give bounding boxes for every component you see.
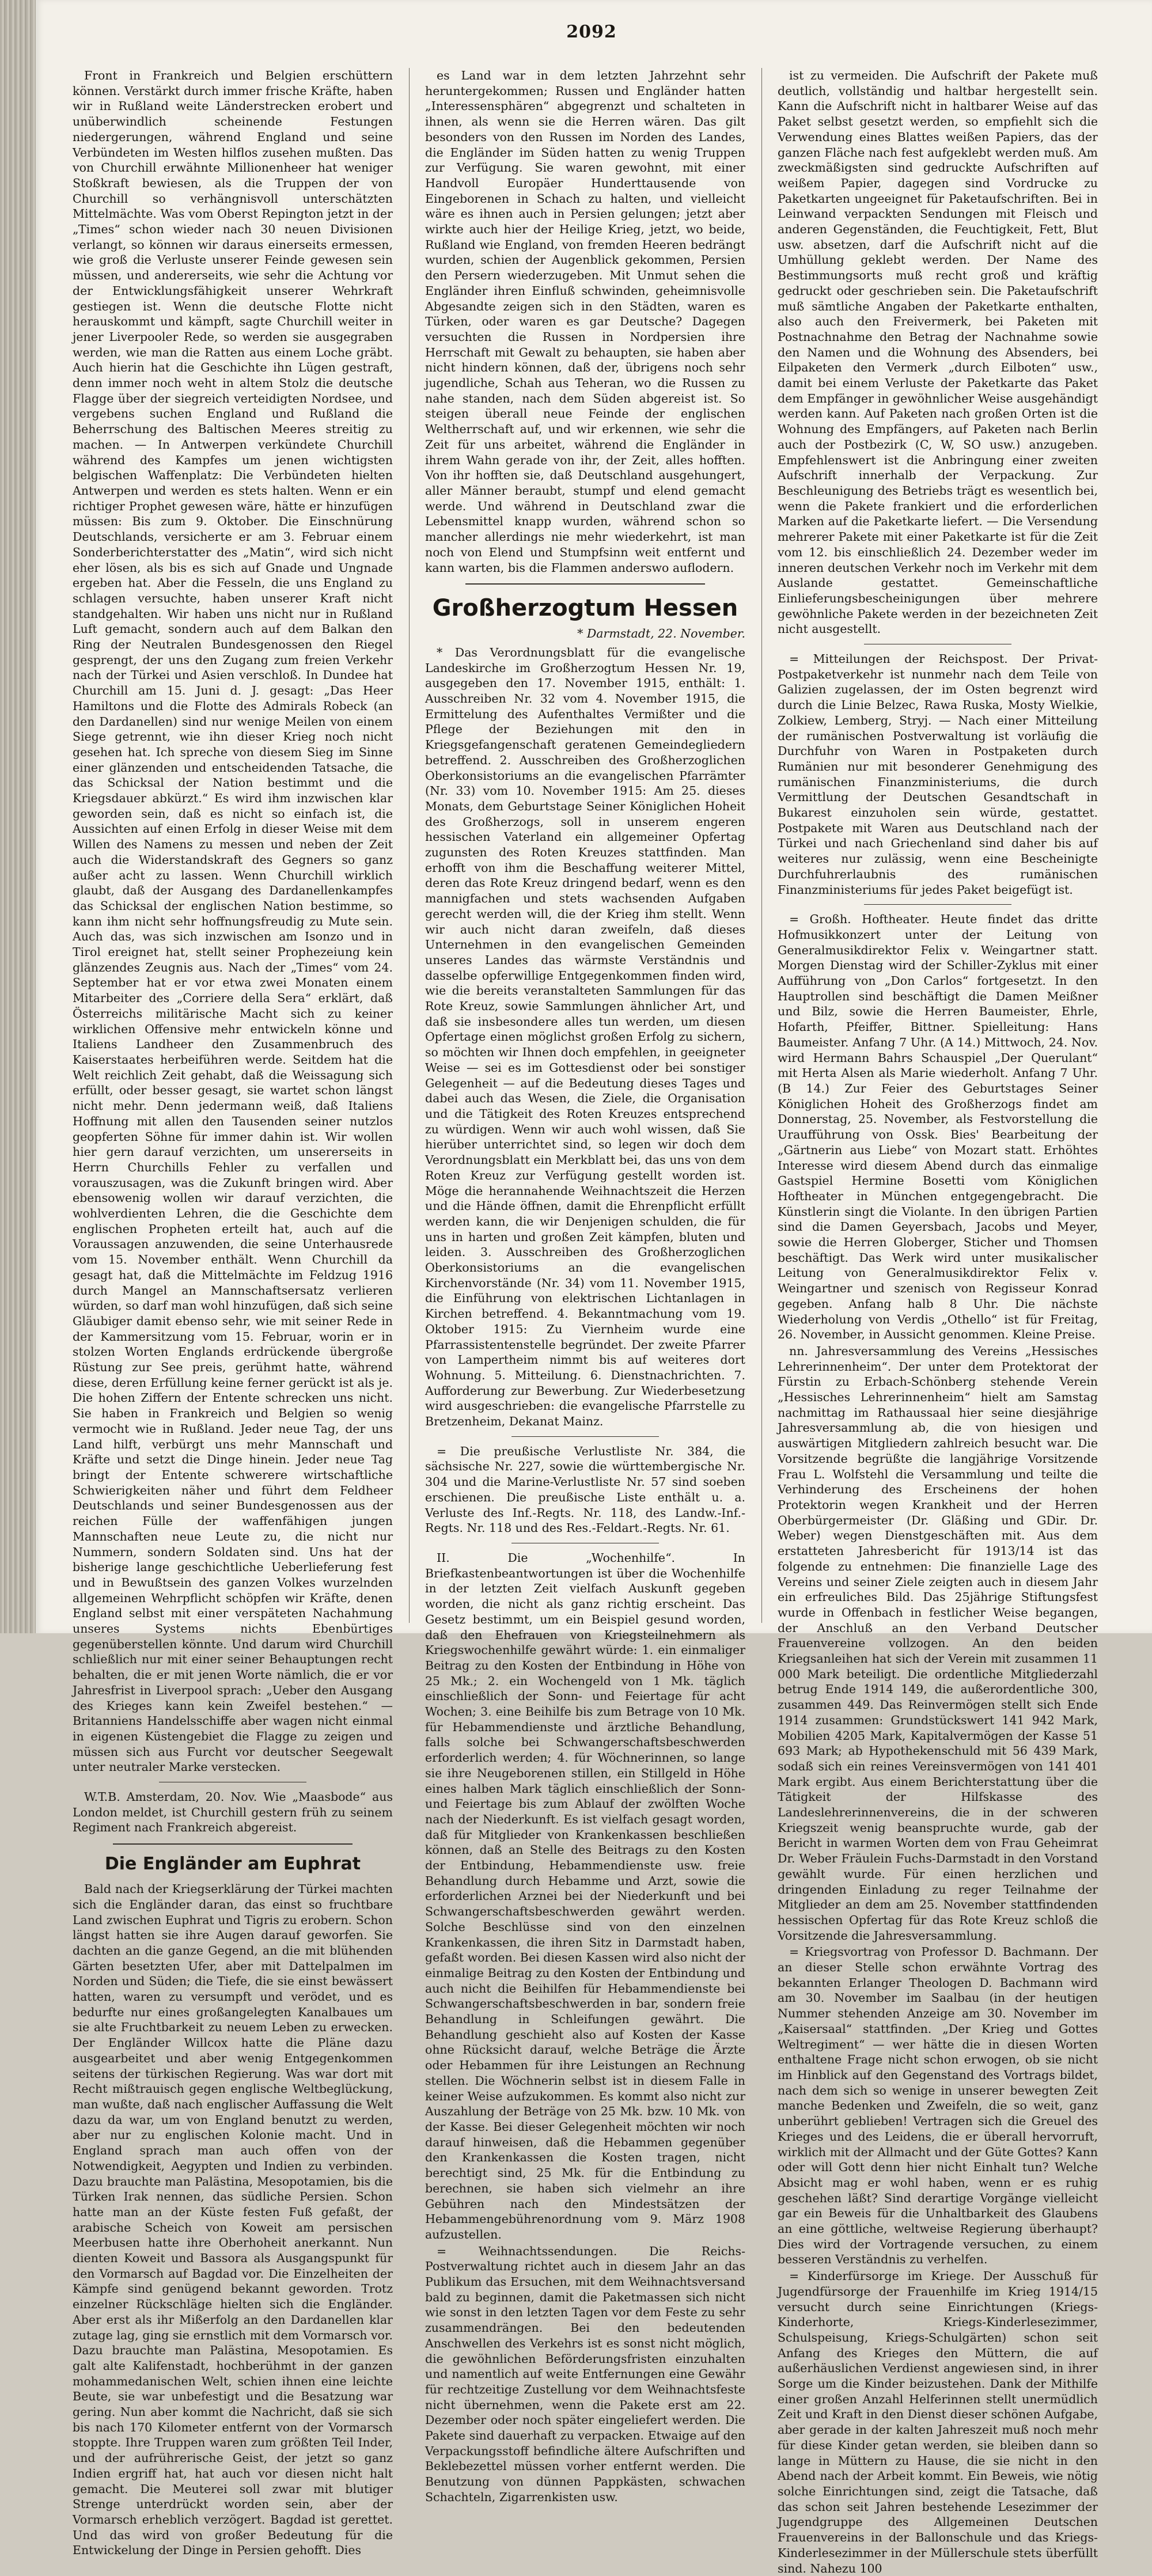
column-rule <box>761 68 762 1623</box>
notice-reichspost: = Mitteilungen der Reichspost. Der Privat-Postpaketverkehr ist nunmehr nach dem Teile von Galizien zugelassen, der im Osten begrenzt wird durch die Linie Belzec, Rawa Ruska, Mosty Wielkie, Zolkiew, Lemberg, Stryj. — Nach einer Mitteilung der rumänischen Postverwaltung ist vorläufig die Durchfuhr von Waren in Postpaketen durch Rumänien nur mit besonderer Genehmigung des rumänischen Finanzministeriums, die durch Vermittlung der Deutschen Gesandtschaft in Bukarest einzuholen sein würde, gestattet. Postpakete mit Waren aus Deutschland nach der Türkei und nach Griechenland sind daher bis auf weiteres nur zulässig, wenn eine Bescheinigte Durchfuhrerlaubnis des rumänischen Finanzministeriums für jedes Paket beigefügt ist. <box>778 652 1098 897</box>
notice-wochenhilfe: II. Die „Wochenhilfe“. In Briefkastenbeantwortungen ist über die Wochenhilfe in der letzten Zeit vielfach Auskunft gegeben worden, die nicht als ganz richtig erscheint. Das Gesetz bestimmt, um ein Beispiel gesund worden, daß den Ehefrauen von Kriegsteilnehmern als Kriegswochenhilfe gewährt würde: 1. ein einmaliger Beitrag zu den Kosten der Entbindung in Höhe von 25 Mk.; 2. ein Wochengeld von 1 Mk. täglich einschließlich der Sonn- und Feiertage für acht Wochen; 3. eine Beihilfe bis zum Betrage von 10 Mk. für Hebammendienste und ärztliche Behandlung, falls solche bei Schwangerschaftsbeschwerden erforderlich werden; 4. für Wöchnerinnen, so lange sie ihre Neugeborenen stillen, ein Stillgeld in Höhe eines halben Mark täglich einschließlich der Sonn- und Feiertage bis zum Ablauf der zwölften Woche nach der Niederkunft. Es ist vielfach gesagt worden, daß für Mitglieder von Krankenkassen beschließen können, daß an Stelle des Beitrags zu den Kosten der Entbindung, Hebammendienste usw. freie Behandlung durch Hebamme und Arzt, sowie die erforderlichen Arznei bei der Niederkunft und bei Schwangerschaftsbeschwerden gewährt werden. Solche Beschlüsse sind von den einzelnen Krankenkassen, die ihren Sitz in Darmstadt haben, gefaßt worden. Bei diesen Kassen wird also nicht der einmalige Beitrag zu den Kosten der Entbindung und auch nicht die Beihilfen für Hebammendienste bei Schwangerschaftsbeschwerden in bar, sondern freie Behandlung in Schleifungen gewährt. Die Behandlung geschieht also auf Kosten der Kasse ohne Rücksicht darauf, welche Beträge die Ärzte oder Hebammen für ihre Leistungen an Rechnung stellen. Die Wöchnerin selbst ist in diesem Falle in keiner Weise aufzukommen. Es kommt also nicht zur Auszahlung der Beträge von 25 Mk. bzw. 10 Mk. von der Kasse. Bei dieser Gelegenheit möchten wir noch darauf hinweisen, daß die Hebammen gegenüber den Krankenkassen die Kosten tragen, nicht berechtigt sind, 25 Mk. für die Entbindung zu berechnen, sie haben sich vielmehr an ihre Gebühren nach den Mindestsätzen der Hebammengebührenordnung vom 9. März 1908 aufzustellen. <box>425 1550 745 2241</box>
notice-weihnachtssendungen: = Weihnachtssendungen. Die Reichs-Postverwaltung richtet auch in diesem Jahr an das Publikum das Ersuchen, mit dem Weihnachtsversand bald zu beginnen, damit die Paketmassen sich nicht wie sonst in den letzten Tagen vor dem Feste zu sehr zusammendrängen. Bei den bedeutenden Anschwellen des Verkehrs ist es sonst nicht möglich, die gewöhnlichen Beförderungsfristen einzuhalten und namentlich auf weite Entfernungen eine Gewähr für rechtzeitige Zustellung vor dem Weihnachtsfeste nicht übernehmen, wenn die Pakete erst am 22. Dezember oder noch später eingeliefert werden. Die Pakete sind dauerhaft zu verpacken. Etwaige auf den Verpackungsstoff befindliche ältere Aufschriften und Beklebezettel müssen vorher entfernt werden. Die Benutzung von dünnen Pappkästen, schwachen Schachteln, Zigarrenkisten usw. <box>425 2244 745 2504</box>
notice-weihnachtssendungen-continued: ist zu vermeiden. Die Aufschrift der Pakete muß deutlich, vollständig und haltbar hergestellt sein. Kann die Aufschrift nicht in haltbarer Weise auf das Paket selbst gesetzt werden, so empfiehlt sich die Verwendung eines Blattes weißen Papiers, das der ganzen Fläche nach fest aufgeklebt werden muß. Am zweckmäßigsten sind gedruckte Aufschriften auf weißem Papier, dagegen sind Vordrucke zu Paketkarten ungeeignet für Paketaufschriften. Bei in Leinwand verpackten Sendungen mit Fleisch und anderen Gegenständen, die Feuchtigkeit, Fett, Blut usw. absetzen, darf die Aufschrift nicht auf die Umhüllung geklebt werden. Der Name des Bestimmungsorts muß recht groß und kräftig gedruckt oder geschrieben sein. Die Paketaufschrift muß sämtliche Angaben der Paketkarte enthalten, also auch den Freivermerk, bei Paketen mit Postnachnahme den Betrag der Nachnahme sowie den Namen und die Wohnung des Absenders, bei Eilpaketen den Vermerk „durch Eilboten“ usw., damit bei einem Verluste der Paketkarte das Paket dem Empfänger in gewöhnlicher Weise ausgehändigt werden kann. Auf Paketen nach großen Orten ist die Wohnung des Empfängers, auf Paketen nach Berlin auch der Postbezirk (C, W, SO usw.) anzugeben. Empfehlenswert ist die Anbringung einer zweiten Aufschrift innerhalb der Verpackung. Zur Beschleunigung des Betriebs trägt es wesentlich bei, wenn die Pakete frankiert und die erforderlichen Marken auf die Paketkarte liefert. — Die Versendung mehrerer Pakete mit einer Paketkarte ist für die Zeit vom 12. bis einschließlich 24. Dezember weder im inneren deutschen Verkehr noch im Verkehr mit dem Auslande gestattet. Gemeinschaftliche Einlieferungsbescheinigungen über mehrere gewöhnliche Pakete werden in der bezeichneten Zeit nicht ausgestellt. <box>778 69 1098 636</box>
notice-verlustliste: = Die preußische Verlustliste Nr. 384, die sächsische Nr. 227, sowie die württembergische Nr. 304 und die Marine-Verlustliste Nr. 57 sind soeben erschienen. Die preußische Liste enthält u. a. Verluste des Inf.-Regts. Nr. 118, des Landw.-Inf.-Regts. Nr. 118 und des Res.-Feldart.-Regts. Nr. 61. <box>425 1444 745 1535</box>
separator <box>113 1843 353 1845</box>
newspaper-page <box>36 0 1152 2575</box>
page-binding <box>0 0 36 1633</box>
section-heading-hessen: Großherzogtum Hessen <box>432 595 738 622</box>
column-right <box>778 68 1098 2575</box>
headline-euphrat: Die Engländer am Euphrat <box>104 1854 361 1875</box>
column-left <box>73 68 393 2558</box>
notice-verordnungsblatt: * Das Verordnungsblatt für die evangelische Landeskirche im Großherzogtum Hessen Nr. 19, ausgegeben den 17. November 1915, enthält: 1. Ausschreiben Nr. 32 vom 4. November 1915, die Ermittelung des Aufenthaltes Vermißter und die Pflege der Beziehungen mit den in Kriegsgefangenschaft geratenen Gemeindegliedern betreffend. 2. Ausschreiben des Großherzoglichen Oberkonsistoriums an die evangelischen Pfarrämter (Nr. 33) vom 10. November 1915: Am 25. dieses Monats, dem Geburtstage Seiner Königlichen Hoheit des Großherzogs, soll in unserem engeren hessischen Vaterland ein allgemeiner Opfertag zugunsten des Roten Kreuzes stattfinden. Man erhofft von ihm die Beschaffung weiterer Mittel, deren das Rote Kreuz dringend bedarf, wenn es den mannigfachen und stets wachsenden Aufgaben gerecht werden will, die der Krieg ihm stellt. Wenn wir auch nicht daran zweifeln, daß dieses Unternehmen in den evangelischen Gemeinden unseres Landes das wärmste Verständnis und dasselbe opferwillige Entgegenkommen finden wird, wie die bereits veranstalteten Sammlungen für das Rote Kreuz, sowie Sammlungen ähnlicher Art, und daß sie insbesondere alles tun werden, um diesen Opfertage einen möglichst großen Erfolg zu sichern, so möchten wir Ihnen doch empfehlen, in geeigneter Weise — sei es im Gottesdienst oder bei sonstiger Gelegenheit — auf die Bedeutung dieses Tages und dabei auch das Wesen, die Ziele, die Organisation und die Tätigkeit des Roten Kreuzes entsprechend zu würdigen. Wenn wir auch wohl wissen, daß Sie hierüber unterrichtet sind, so legen wir doch dem Verordnungsblatt ein Merkblatt bei, das uns von dem Roten Kreuz zur Verfügung gestellt worden ist. Möge die herannahende Weihnachtszeit die Herzen und die Hände öffnen, damit die Ehrenpflicht erfüllt werden kann, die wir Denjenigen schulden, die für uns in harten und großen Zeit kämpfen, bluten und leiden. 3. Ausschreiben des Großherzoglichen Oberkonsistoriums an die evangelischen Kirchenvorstände (Nr. 34) vom 11. November 1915, die Einführung von elektrischen Lichtanlagen in Kirchen betreffend. 4. Bekanntmachung vom 19. Oktober 1915: Zu Viernheim wurde eine Pfarrassistentenstelle begründet. Der zweite Pfarrer von Lampertheim nimmt bis auf weiteres dort Wohnung. 5. Mitteilung. 6. Dienstnachrichten. 7. Aufforderung zur Bewerbung. Zur Wiederbesetzung wird ausgeschrieben: die evangelische Pfarrstelle zu Bretzenheim, Dekanat Mainz. <box>425 645 745 1429</box>
notice-kriegsvortrag: = Kriegsvortrag von Professor D. Bachmann. Der an dieser Stelle schon erwähnte Vortrag des bekannten Erlanger Theologen D. Bachmann wird am 30. November im Saalbau (in der heutigen Nummer stehenden Anzeige am 30. November im „Kaisersaal“ stattfinden. „Der Krieg und Gottes Weltregiment“ — wer hätte die in diesen Worten enthaltene Frage nicht schon erwogen, ob sie nicht im Hinblick auf den Gegenstand des Vortrags bildet, nach dem sich so wenige in unserer bewegten Zeit manche Bedenken und Zweifeln, die so weit, ganz unberührt geblieben! Vertragen sich die Greuel des Krieges und des Leidens, die er überall hervorruft, wirklich mit der Allmacht und der Güte Gottes? Kann oder will Gott denn hier nicht Einhalt tun? Welche Absicht mag er wohl haben, wenn er es ruhig geschehen läßt? Sind derartige Vorgänge vielleicht gar ein Beweis für die Unhaltbarkeit des Glaubens an eine göttliche, weltweise Regierung überhaupt? Dies wird der Vortragende versuchen, zu einem besseren Verständnis zu verhelfen. <box>778 1945 1098 2267</box>
notice-lehrerinnenheim: nn. Jahresversammlung des Vereins „Hessisches Lehrerinnenheim“. Der unter dem Protektorat der Fürstin zu Erbach-Schönberg stehende Verein „Hessisches Lehrerinnenheim“ hielt am Samstag nachmittag im Rathaussaal hier seine diesjährige Jahresversammlung ab, die von hiesigen und auswärtigen Mitgliedern zahlreich besucht war. Die Vorsitzende begrüßte die langjährige Vorsitzende Frau L. Wolfstehl die Versammlung und teilte die Verhinderung des Erscheinens der hohen Protektorin wegen Krankheit und der Herren Oberbürgermeister (Dr. Gläßing und GDir. Dr. Weber) wegen Dienstgeschäften mit. Aus dem erstatteten Jahresbericht für 1913/14 ist das folgende zu entnehmen: Die finanzielle Lage des Vereins und seiner Ziele zeigten auch in diesem Jahr ein erfreuliches Bild. Das 25jährige Stiftungsfest wurde in Offenbach in festlicher Weise begangen, der Anschluß an den Verband Deutscher Frauenvereine vollzogen. An den beiden Kriegsanleihen hat sich der Verein mit zusammen 11 000 Mark beteiligt. Die ordentliche Mitgliederzahl betrug Ende 1914 149, die außerordentliche 300, zusammen 449. Das Reinvermögen stellt sich Ende 1914 zusammen: Grundstückswert 141 942 Mark, Mobilien 4205 Mark, Kapitalvermögen der Kasse 51 693 Mark; ab Hypothekenschuld mit 56 439 Mark, sodaß sich ein reines Vereinsvermögen von 141 401 Mark ergibt. Aus einem Berichterstattung über die Tätigkeit der Hilfskasse des Landeslehrerinnenvereins, die in der schweren Kriegszeit wenig beanspruchte wurde, gab der Bericht in warmen Worten dem von Frau Geheimrat Dr. Weber Fräulein Fuchs-Darmstadt in den Vorstand gewählt wurde. Für einen herzlichen und dringenden Einladung zu reger Teilnahme der Mitglieder an dem am 25. November stattfindenden hessischen Opfertag für das Rote Kreuz schloß die Vorsitzende die Jahresversammlung. <box>778 1344 1098 1943</box>
dateline: * Darmstadt, 22. November. <box>577 627 745 641</box>
news-churchill-amsterdam: W.T.B. Amsterdam, 20. Nov. Wie „Maasbode“ aus London meldet, ist Churchill gestern früh zu seinem Regiment nach Frankreich abgereist. <box>73 1790 393 1835</box>
page-number: 2092 <box>566 22 617 42</box>
separator <box>465 583 705 585</box>
article-churchill-continued: Front in Frankreich und Belgien erschüttern können. Verstärkt durch immer frische Kräfte, haben wir in Rußland weite Länderstrecken erobert und unüberwindlich scheinende Festungen niedergerungen, während England und seine Verbündeten im Westen hilflos zusehen mußten. Das von Churchill erwähnte Millionenheer hat weniger Stoßkraft bewiesen, als die Truppen der von Churchill so verhängnisvoll unterschätzten Mittelmächte. Was vom Oberst Repington jetzt in der „Times“ schon wieder nach 30 neuen Divisionen verlangt, so können wir daraus einerseits ermessen, wie groß die Verluste unserer Feinde gewesen sein müssen, und andererseits, wie sehr die Achtung vor der Entwicklungsfähigkeit unserer Wehrkraft gestiegen ist. Wenn die deutsche Flotte nicht herauskommt und kämpft, sagte Churchill weiter in jener Liverpooler Rede, so werden sie ausgegraben werden, wie man die Ratten aus einem Loche gräbt. Auch hierin hat die Geschichte ihn Lügen gestraft, denn immer noch weht in altem Stolz die deutsche Flagge über der siegreich verteidigten Nordsee, und vergebens suchen England und Rußland die Beherrschung des Baltischen Meeres streitig zu machen. — In Antwerpen verkündete Churchill während des Kampfes um jenen wichtigsten belgischen Waffenplatz: Die Verbündeten hielten Antwerpen und werden es stets halten. Wenn er ein richtiger Prophet gewesen wäre, hätte er hinzufügen müssen: Bis zum 9. Oktober. Die Einschnürung Deutschlands, versicherte er am 3. Februar einem Sonderberichterstatter des „Matin“, wird sich nicht eher lösen, als bis es sich auf Gnade und Ungnade ergeben hat. Aber die Fesseln, die uns England zu schlagen versuchte, haben unserer Kraft nicht standgehalten. Wir haben uns nicht nur in Rußland Luft gemacht, sondern auch auf dem Balkan den Ring der Neutralen Bundesgenossen den Riegel gesprengt, der uns den Zugang zum freien Verkehr nach der Türkei und Asien verschloß. In Dundee hat Churchill am 15. Juni d. J. gesagt: „Das Heer Hamiltons und die Flotte des Admirals Robeck (an den Dardanellen) sind nur wenige Meilen von einem Siege getrennt, wie ihn dieser Krieg noch nicht gesehen hat. Ich spreche von diesem Sieg im Sinne einer glänzenden und entscheidenden Tatsache, die das Schicksal der Nation bestimmt und die Kriegsdauer abkürzt.“ Es wird ihm inzwischen klar geworden sein, daß es nicht so einfach ist, die Aussichten auf einen Erfolg in dieser Weise mit dem Willen des Namens zu messen und neben der Zeit auch die Widerstandskraft des Gegners so ganz außer acht zu lassen. Wenn Churchill wirklich glaubt, daß der Ausgang des Dardanellenkampfes das Schicksal der englischen Nation bestimme, so kann ihm nicht sehr hoffnungsfreudig zu Mute sein. Auch das, was sich inzwischen am Isonzo und in Tirol ereignet hat, stellt seiner Prophezeiung kein glänzendes Zeugnis aus. Nach der „Times“ vom 24. September hat er vor etwa zwei Monaten einem Mitarbeiter des „Corriere della Sera“ erklärt, daß Österreichs militärische Macht sich zu keiner wirklichen Offensive mehr entwickeln könne und Italiens Landheer den Zusammenbruch des Kaiserstaates herbeiführen werde. Seitdem hat die Welt reichlich Zeit gehabt, daß die Weissagung sich erfüllt, oder besser gesagt, sie wartet schon längst nicht mehr. Denn jedermann weiß, daß Italiens Hoffnung mit allen den Tausenden seiner nutzlos geopferten Söhne für immer dahin ist. Wir wollen hier gern darauf verzichten, um unsererseits in Herrn Churchills Fehler zu verfallen und vorauszusagen, was die Zukunft bringen wird. Aber ebensowenig wollen wir darauf verzichten, die wohlverdienten Lehren, die die Geschichte dem englischen Propheten erteilt hat, auch auf die Voraussagen anzuwenden, die seine Unterhausrede vom 15. November enthält. Wenn Churchill da gesagt hat, daß die Mittelmächte im Feldzug 1916 durch Mangel an Mannschaftsersatz verlieren würden, so darf man wohl hinzufügen, daß sich seine Gläubiger damit ebenso sehr, wie mit seiner Rede in der Kammersitzung vom 15. Februar, worin er in stolzen Worten Englands erdrückende übergroße Rüstung zur See preis, gerühmt hatte, während diese, deren Erfüllung keine ferner gerückt ist als je. Die hohen Ziffern der Entente schrecken uns nicht. Sie haben in Frankreich und Belgien so wenig vermocht wie in Rußland. Jeder neue Tag, der uns Land hilft, verbürgt uns mehr Mannschaft und Kräfte und setzt die Dinge hinein. Jeder neue Tag bringt der Entente schwerere wirtschaftliche Schwierigkeiten näher und führt dem Feldheer Deutschlands und seiner Bundesgenossen aus der reichen Fülle der waffenfähigen jungen Mannschaften neue Leute zu, die nicht nur Nummern, sondern Soldaten sind. Uns hat der bisherige lange geschichtliche Ueberlieferung fest und in Bewußtsein des ganzen Volkes wurzelnden allgemeinen Wehrpflicht schöpfen wir Kräfte, denen England selbst mit einer verspäteten Nachahmung unseres Systems nichts Ebenbürtiges gegenüberstellen könnte. Und darum wird Churchill schließlich nur mit einer seiner Behauptungen recht behalten, die er mit jenen Worte nämlich, die er vor Jahresfrist in Liverpool sprach: „Ueber den Ausgang des Krieges kann kein Zweifel bestehen.“ — Britanniens Handelsschiffe aber wagen nicht einmal in eigenen Küstengebiet die Flagge zu zeigen und müssen sich aus Furcht vor deutscher Seegewalt unter neutraler Marke verstecken. <box>73 69 393 1774</box>
column-rule <box>409 68 410 1623</box>
article-euphrat-continued: es Land war in dem letzten Jahrzehnt sehr heruntergekommen; Russen und Engländer hatten „Interessensphären“ abgegrenzt und schalteten in ihnen, als wenn sie die Herren wären. Das gilt besonders von den Russen im Norden des Landes, die Engländer im Süden hatten zu wenig Truppen zur Verfügung. Sie waren gewohnt, mit einer Handvoll Europäer Hunderttausende von Eingeborenen in Schach zu halten, und vielleicht wäre es ihnen auch in Persien gelungen; jetzt aber wirkte auch hier der Heilige Krieg, jetzt, wo beide, Rußland wie England, von fremden Heeren bedrängt wurden, schien der Augenblick gekommen, Persien den Persern wiederzugeben. Mit Unmut sehen die Engländer ihren Einfluß schwinden, geheimnisvolle Abgesandte zeigen sich in den Städten, waren es Türken, oder waren es gar Deutsche? Dagegen versuchten die Russen in Nordpersien ihre Herrschaft mit Gewalt zu behaupten, sie haben aber nicht hindern können, daß der, übrigens noch sehr jugendliche, Schah aus Teheran, wo die Russen zu nahe standen, nach dem Süden abgereist ist. So steigen überall neue Feinde der englischen Weltherrschaft auf, und wir erkennen, wie sehr die Zeit für uns arbeitet, während die Engländer in ihrem Wahn gerade von ihr, der Zeit, alles hofften. Von ihr hofften sie, daß Deutschland ausgehungert, aller Männer beraubt, stumpf und elend gemacht werde. Und während in Deutschland zwar die Lebensmittel knapp wurden, während schon so mancher allerdings nie mehr wiederkehrt, ist man noch von Elend und Stumpfsinn weit entfernt und kann warten, bis die Flammen anderswo auflodern. <box>425 69 745 575</box>
notice-hoftheater: = Großh. Hoftheater. Heute findet das dritte Hofmusikkonzert unter der Leitung von Generalmusikdirektor Felix v. Weingartner statt. Morgen Dienstag wird der Schiller-Zyklus mit einer Aufführung von „Don Carlos“ fortgesetzt. In den Hauptrollen sind beschäftigt die Damen Meißner und Bilz, sowie die Herren Baumeister, Ehrle, Hofarth, Pfeiffer, Bittner. Spielleitung: Hans Baumeister. Anfang 7 Uhr. (A 14.) Mittwoch, 24. Nov. wird Hermann Bahrs Schauspiel „Der Querulant“ mit Herta Alsen als Marie wiederholt. Anfang 7 Uhr. (B 14.) Zur Feier des Geburtstages Seiner Königlichen Hoheit des Großherzogs findet am Donnerstag, 25. November, als Festvorstellung die Uraufführung von Ossk. Bies' Bearbeitung der „Gärtnerin aus Liebe“ von Mozart statt. Erhöhtes Interesse wird diesem Abend durch das einmalige Gastspiel Hermine Bosetti vom Königlichen Hoftheater in München entgegengebracht. Die Künstlerin singt die Violante. In den übrigen Partien sind die Damen Geyersbach, Jacobs und Meyer, sowie die Herren Globerger, Sticher und Thomsen beschäftigt. Das Werk wird unter musikalischer Leitung von Generalmusikdirektor Felix v. Weingartner und szenisch von Regisseur Konrad gegeben. Anfang halb 8 Uhr. Die nächste Wiederholung von Verdis „Othello“ ist für Freitag, 26. November, in Aussicht genommen. Kleine Preise. <box>778 912 1098 1342</box>
column-middle <box>425 68 745 2504</box>
notice-kinderfuersorge: = Kinderfürsorge im Kriege. Der Ausschuß für Jugendfürsorge der Frauenhilfe im Krieg 1914/15 versucht durch seine Einrichtungen (Kriegs-Kinderhorte, Kriegs-Kinderlesezimmer, Schulspeisung, Kriegs-Schulgärten) schon seit Anfang des Krieges den Müttern, die auf außerhäuslichen Verdienst angewiesen sind, in ihrer Sorge um die Kinder beizustehen. Dank der Mithilfe einer großen Anzahl Helferinnen stellt unermüdlich Zeit und Kraft in den Dienst dieser schönen Aufgabe, aber gerade in der kalten Jahreszeit muß noch mehr für diese Kinder getan werden, sie bleiben dann so lange in Müttern zu Hause, die sie nicht in den Abend nach der Arbeit kommt. Ein Beweis, wie nötig solche Einrichtungen sind, zeigt die Tatsache, daß das schon seit Jahren bestehende Lesezimmer der Jugendgruppe des Allgemeinen Deutschen Frauenvereins in der Ballonschule und das Kriegs-Kinderlesezimmer in der Müllerschule stets überfüllt sind. Nahezu 100 <box>778 2269 1098 2575</box>
separator <box>511 1436 659 1437</box>
article-euphrat: Bald nach der Kriegserklärung der Türkei machten sich die Engländer daran, das einst so fruchtbare Land zwischen Euphrat und Tigris zu erobern. Schon längst hatten sie ihre Augen darauf geworfen. Sie dachten an die ganze Gegend, an die mit blühenden Gärten besetzten Ufer, aber mit Dattelpalmen im Norden und Süden; die Tiefe, die sie einst bewässert hatten, waren zu versumpft und verödet, und es bedurfte nur eines großangelegten Kanalbaues um sie alte Fruchtbarkeit zu neuem Leben zu erwecken. Der Engländer Willcox hatte die Pläne dazu ausgearbeitet und aber wenig Entgegenkommen seitens der türkischen Regierung. Was war dort mit Recht mißtrauisch gegen englische Weltbeglückung, man wußte, daß nach englischer Auffassung die Welt dazu da war, um von England benutzt zu werden, aber nur zu englischen Kolonie macht. Und in England sprach man auch offen von der Notwendigkeit, Aegypten und Indien zu verbinden. Dazu brauchte man Palästina, Mesopotamien, bis die Türken Irak nennen, das südliche Persien. Schon hatte man an der Küste festen Fuß gefaßt, der arabische Scheich von Koweit am persischen Meerbusen hatte ihre Oberhoheit anerkannt. Nun dienten Koweit und Bassora als Ausgangspunkt für den Vormarsch auf Bagdad vor. Die Einzelheiten der Kämpfe sind genügend bekannt geworden. Trotz einzelner Rückschläge hielten sich die Engländer. Aber erst als ihr Mißerfolg an den Dardanellen klar zutage lag, ging sie ernstlich mit dem Vormarsch vor. Dazu brauchte man Palästina, Mesopotamien. Es galt alte Kalifenstadt, hochberühmt in der ganzen mohammedanischen Welt, schien ihnen eine leichte Beute, sie war unbefestigt und die Besatzung war gering. Nun aber kommt die Nachricht, daß sie sich bis nach 170 Kilometer entfernt von der Vormarsch stoppte. Ihre Truppen waren zum größten Teil Inder, und der aufrührerische Geist, der jetzt so ganz Indien ergriff hat, hat auch vor diesen nicht halt gemacht. Die Meuterei soll zwar mit blutiger Strenge unterdrückt worden sein, aber der Vormarsch erheblich verzögert. Bagdad ist gerettet. Und das wird von großer Bedeutung für die Entwickelung der Dinge in Persien gehofft. Dies <box>73 1882 393 2558</box>
separator <box>864 904 1011 905</box>
